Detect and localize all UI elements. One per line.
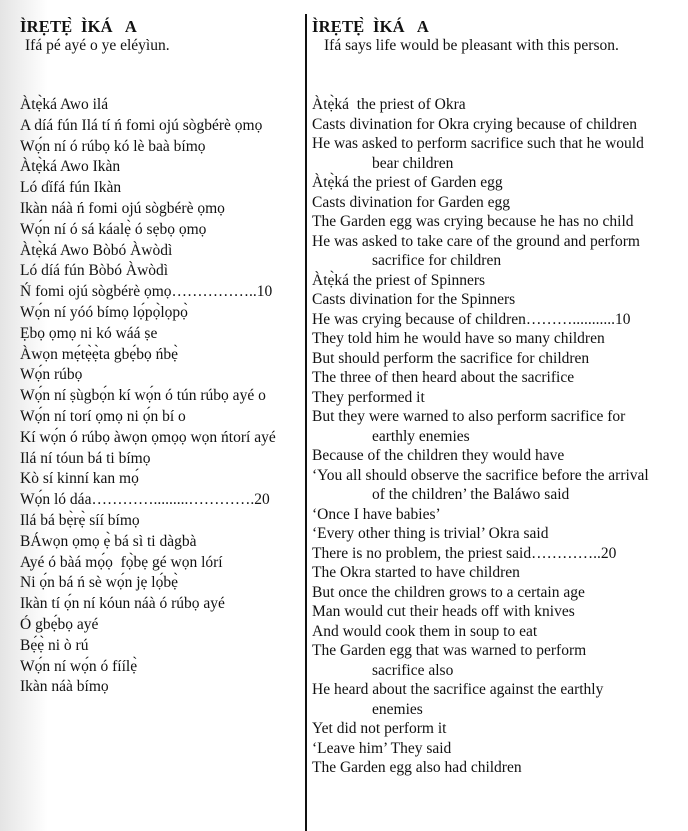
verse-line-text: They told him he would have so many children (312, 330, 605, 347)
verse-line (312, 758, 649, 778)
verse-line (312, 271, 649, 291)
verse-line-text: Àtẹ̀ká the priest of Spinners (312, 271, 486, 289)
yoruba-title: ÌRẸTẸ̀ ÌKÁ A (20, 17, 137, 36)
verse-line (312, 544, 649, 564)
verse-line (312, 349, 649, 369)
verse-line (312, 232, 649, 271)
verse-line (312, 95, 649, 115)
verse-line: Ó gbẹ́bọ ayé (20, 615, 99, 633)
verse-line: Kí wọ́n ó rúbọ àwọn ọmọọ wọn ńtorí ayé (20, 428, 276, 446)
verse-line: Ikàn tí ọ́n ní kóun náà ó rúbọ ayé (20, 595, 225, 613)
verse-line-text: Àtẹ̀ká the priest of Okra (312, 96, 466, 113)
verse-line: Ayé ó bàá mọ́ọ fọ̀bẹ gé wọn lórí (20, 553, 223, 571)
verse-line-text: ‘Once I have babies’ (312, 505, 441, 523)
verse-line (312, 583, 649, 603)
verse-line (312, 446, 649, 466)
verse-line: Wọ́n ló dáa………….........………….20 (20, 491, 270, 509)
verse-line (312, 193, 649, 213)
verse-line-text: He was asked to take care of the ground and perform (312, 232, 640, 250)
verse-line-text: They performed it (312, 388, 425, 406)
verse-line: Wọ́n rúbọ (20, 366, 83, 384)
verse-line: Wọ́n ní yóó bímọ lọ́pọ̀lọpọ̀ (20, 303, 188, 321)
verse-line: Wọ́n ní wọ́n ó fíílẹ̀ (20, 657, 138, 675)
verse-line (312, 563, 649, 583)
verse-line (312, 641, 649, 680)
verse-line-text: Because of the children they would have (312, 447, 565, 464)
verse-line-text: Man would cut their heads off with knives (312, 603, 575, 620)
verse-line (312, 739, 649, 759)
verse-line: Ikàn náà ń fomi ojú sògbérè ọmọ (20, 199, 225, 217)
verse-line (312, 290, 649, 310)
verse-line-text: The three of then heard about the sacrifice (312, 369, 575, 386)
verse-line (312, 680, 649, 719)
verse-line (312, 602, 649, 622)
verse-line-text: The Okra started to have children (312, 564, 520, 581)
verse-line: Bẹ́ẹ̀ ni ò rú (20, 636, 89, 654)
verse-line-continuation: earthly enemies (372, 427, 470, 445)
verse-line-continuation: of the children’ the Baláwo said (372, 486, 570, 503)
verse-line: Kò sí kinní kan mọ́ (20, 470, 139, 488)
english-verse-lines (312, 95, 649, 778)
verse-line (312, 407, 649, 446)
verse-line (312, 329, 649, 349)
verse-line-text: ‘You all should observe the sacrifice before the arrival (312, 466, 649, 484)
verse-line (312, 310, 649, 330)
verse-line (312, 505, 649, 525)
column-divider (305, 14, 307, 831)
verse-line-text: Casts divination for Okra crying because of children (312, 115, 637, 133)
verse-line-text: ‘Leave him’ They said (312, 739, 452, 757)
verse-line (312, 115, 649, 135)
verse-line (312, 134, 649, 173)
verse-line-text: He was asked to perform sacrifice such that he would (312, 135, 644, 152)
verse-line: Ilá ní tóun bá ti bímọ (20, 449, 151, 467)
verse-line: Ikàn náà bímọ (20, 678, 109, 696)
verse-line: Wọ́n ní torí ọmọ ni ọ́n bí o (20, 407, 186, 425)
verse-line: Ló díá fún Bòbó Àwòdì (20, 262, 169, 280)
verse-line (312, 212, 649, 232)
verse-line-continuation: sacrifice also (372, 661, 454, 679)
verse-line-continuation: bear children (372, 154, 454, 172)
verse-line-text: And would cook them in soup to eat (312, 622, 538, 640)
verse-line-text: But should perform the sacrifice for children (312, 349, 590, 367)
verse-line: Ló ɗífá fún Ikàn (20, 179, 122, 197)
verse-line: Wọ́n ní ó sá káalẹ̀ ó sẹbọ ọmọ (20, 220, 207, 238)
verse-line: Ilá bá bẹ̀rẹ̀ síí bímọ (20, 511, 140, 529)
verse-line-text: Àtẹ̀ká the priest of Garden egg (312, 174, 503, 191)
verse-line: A díá fún Ilá tí ń fomi ojú sògbérè ọmọ (20, 116, 263, 134)
verse-line (312, 466, 649, 505)
verse-line-text: The Garden egg that was warned to perform (312, 642, 587, 659)
verse-line-text: Casts divination for the Spinners (312, 291, 516, 308)
verse-line: Ẹbọ ọmọ ni kó wáá ṣe (20, 324, 158, 342)
verse-line: Àtẹ̀ká Awo Bòbó Àwòdì (20, 241, 173, 259)
verse-line-text: There is no problem, the priest said…………..20 (312, 544, 617, 562)
verse-line-continuation: enemies (372, 700, 423, 718)
verse-line-text: But once the children grows to a certain age (312, 583, 585, 601)
verse-line (312, 719, 649, 739)
verse-line-text: The Garden egg also had children (312, 759, 522, 776)
verse-line (312, 622, 649, 642)
verse-line-text: Casts divination for Garden egg (312, 193, 511, 211)
verse-line (312, 173, 649, 193)
verse-line-text: He heard about the sacrifice against the earthly (312, 681, 604, 698)
verse-line-continuation: sacrifice for children (372, 252, 502, 269)
verse-line: Wọ́n ní ó rúbọ kó lè baà bímọ (20, 137, 206, 155)
yoruba-subtitle: Ifá pé ayé o ye eléyìun. (25, 37, 170, 54)
verse-line (312, 368, 649, 388)
yoruba-verse-lines (20, 95, 276, 698)
verse-line: Àwọn mẹ́tẹ̀ẹ̀ta gbẹ́bọ ńbẹ̀ (20, 345, 178, 363)
english-title: ÌRẸTẸ̀ ÌKÁ A (312, 17, 429, 36)
verse-line-text: Yet did not perform it (312, 720, 447, 737)
verse-line-text: The Garden egg was crying because he has no child (312, 213, 634, 230)
verse-line: Ń fomi ojú sògbérè ọmọ……………..10 (20, 283, 273, 301)
verse-line: Wọ́n ní ṣùgbọ́n kí wọ́n ó tún rúbọ ayé o (20, 387, 266, 405)
verse-line (312, 388, 649, 408)
verse-line: BÁwọn ọmọ ẹ̀ bá sì ti dàgbà (20, 532, 197, 550)
english-subtitle: Ifá says life would be pleasant with this person. (324, 37, 619, 54)
verse-line-text: ‘Every other thing is trivial’ Okra said (312, 525, 549, 542)
verse-line (312, 524, 649, 544)
verse-line: Àtẹ̀ká Awo ilá (20, 96, 109, 113)
verse-line-text: He was crying because of children………...........10 (312, 310, 631, 328)
verse-line: Àtẹ̀ká Awo Ikàn (20, 158, 121, 176)
verse-line: Ni ọ́n bá ń sè wọ́n jẹ lọ́bẹ̀ (20, 574, 178, 592)
verse-line-text: But they were warned to also perform sacrifice for (312, 408, 626, 425)
